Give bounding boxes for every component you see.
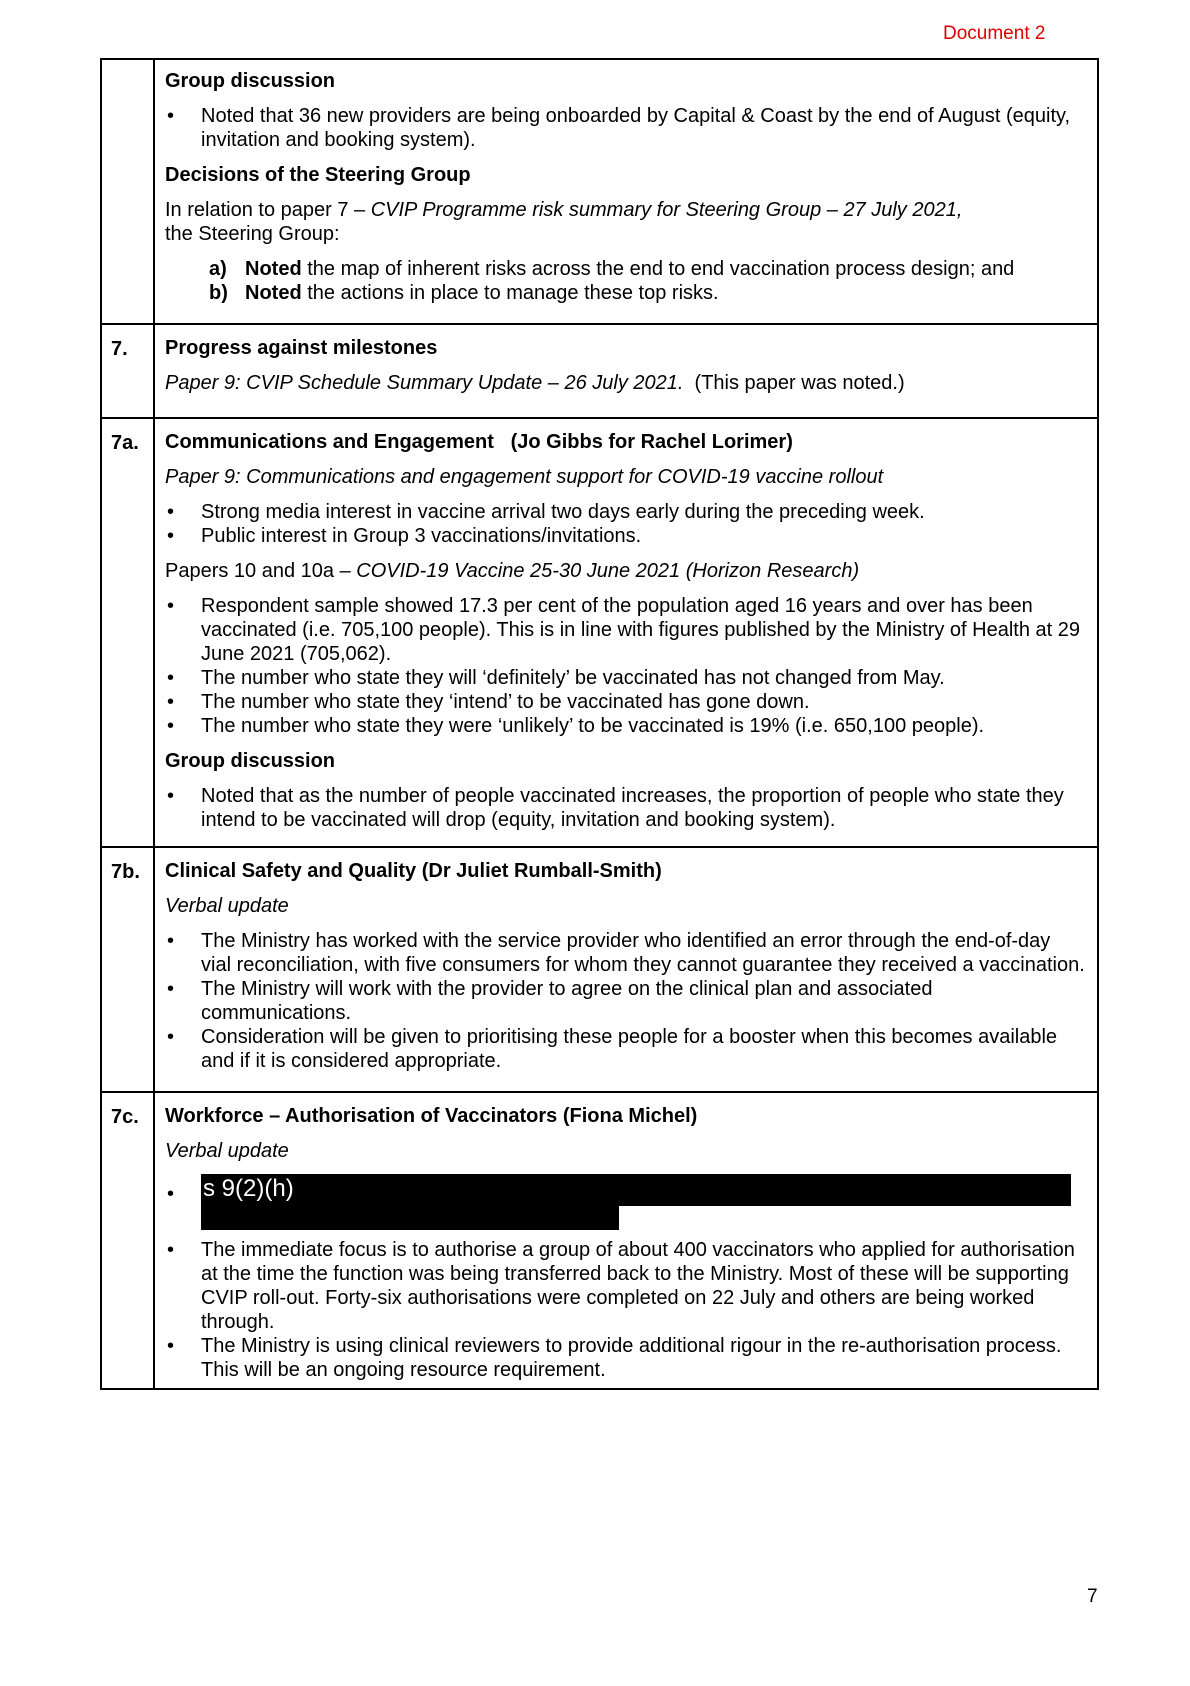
- subheading: Verbal update: [165, 895, 289, 917]
- paper-title: COVID-19 Vaccine 25-30 June 2021 (Horizon Research): [356, 560, 860, 582]
- redaction-code: s 9(2)(h): [203, 1175, 294, 1202]
- section-heading: Group discussion: [165, 70, 336, 92]
- paper-note: (This paper was noted.): [683, 372, 905, 394]
- list-marker: b): [209, 282, 228, 304]
- bullet-list: [165, 929, 1085, 1073]
- bullet-list: [165, 784, 1085, 832]
- section-heading: Communications and Engagement (Jo Gibbs for Rachel Lorimer): [165, 431, 793, 453]
- item-number-cell: 7a.: [101, 418, 154, 847]
- list-item: • Noted that as the number of people vaccinated increases, the proportion of people who state they intend to be vaccinated will drop (equity, invitation and booking system).: [165, 784, 1085, 832]
- item-content-cell: [154, 1092, 1098, 1389]
- item-content-cell: [154, 59, 1098, 324]
- section-heading: Progress against milestones: [165, 337, 438, 359]
- papers-prefix: Papers 10 and 10a –: [165, 560, 357, 582]
- subheading: Verbal update: [165, 1140, 289, 1162]
- decision-text: the actions in place to manage these top risks.: [301, 282, 719, 304]
- section-heading: Group discussion: [165, 750, 336, 772]
- list-item: • The number who state they were ‘unlikely’ to be vaccinated is 19% (i.e. 650,100 people).: [165, 714, 1085, 738]
- list-item: • The number who state they will ‘definitely’ be vaccinated has not changed from May.: [165, 666, 1085, 690]
- item-content-cell: [154, 847, 1098, 1092]
- list-item: • Public interest in Group 3 vaccinations/invitations.: [165, 524, 1085, 548]
- decision-text: the map of inherent risks across the end to end vaccination process design; and: [301, 258, 1015, 280]
- decision-list: [165, 257, 1085, 305]
- redaction-bar: [201, 1174, 1071, 1206]
- section-heading: Workforce – Authorisation of Vaccinators (Fiona Michel): [165, 1105, 698, 1127]
- decision-verb: Noted: [245, 258, 302, 280]
- document-label: Document 2: [943, 23, 1046, 44]
- redaction-bar: [201, 1204, 619, 1230]
- bullet-list: [165, 500, 1085, 548]
- minutes-table: [100, 58, 1099, 1390]
- bullet-dot: •: [167, 1183, 175, 1205]
- relation-suffix: the Steering Group:: [165, 223, 340, 245]
- decision-verb: Noted: [245, 282, 302, 304]
- list-item: • The immediate focus is to authorise a group of about 400 vaccinators who applied for authorisation at the time the function was being transferred back to the Ministry. Most of these will be supporting CVIP roll-out. Forty-six authorisations were completed on 22 July and others are being worked through.: [165, 1238, 1085, 1334]
- table-row: [101, 324, 1098, 418]
- table-row: [101, 847, 1098, 1092]
- table-row: [101, 1092, 1098, 1389]
- list-item: • The Ministry is using clinical reviewers to provide additional rigour in the re-authorisation process. This will be an ongoing resource requirement.: [165, 1334, 1085, 1382]
- paragraph: [165, 559, 1085, 583]
- paper-title: Paper 9: CVIP Schedule Summary Update – 26 July 2021.: [165, 372, 684, 394]
- list-item: • The number who state they ‘intend’ to be vaccinated has gone down.: [165, 690, 1085, 714]
- section-heading: Clinical Safety and Quality (Dr Juliet Rumball-Smith): [165, 860, 662, 882]
- relation-prefix: In relation to paper 7 –: [165, 199, 371, 221]
- table-row: [101, 59, 1098, 324]
- item-content-cell: [154, 324, 1098, 418]
- list-item: [165, 281, 1085, 305]
- item-content-cell: [154, 418, 1098, 847]
- paragraph: [165, 371, 1085, 395]
- list-item: • Noted that 36 new providers are being onboarded by Capital & Coast by the end of August (equity, invitation and booking system).: [165, 104, 1085, 152]
- list-item: • The Ministry has worked with the service provider who identified an error through the end-of-day vial reconciliation, with five consumers for whom they cannot guarantee they received a vaccination.: [165, 929, 1085, 977]
- list-marker: a): [209, 258, 227, 280]
- bullet-list: [165, 1238, 1085, 1382]
- list-item: • Strong media interest in vaccine arrival two days early during the preceding week.: [165, 500, 1085, 524]
- bullet-list: [165, 104, 1085, 152]
- item-number-cell: [101, 59, 154, 324]
- page-number: 7: [1087, 1586, 1098, 1607]
- item-number-cell: 7.: [101, 324, 154, 418]
- item-number-cell: 7c.: [101, 1092, 154, 1389]
- paper-title: Paper 9: Communications and engagement support for COVID-19 vaccine rollout: [165, 466, 884, 488]
- redaction-wrapper: [165, 1174, 1085, 1234]
- paragraph: [165, 198, 1085, 246]
- list-item: • The Ministry will work with the provider to agree on the clinical plan and associated communications.: [165, 977, 1085, 1025]
- section-heading: Decisions of the Steering Group: [165, 164, 471, 186]
- paper-title: CVIP Programme risk summary for Steering Group – 27 July 2021,: [370, 199, 963, 221]
- list-item: [165, 257, 1085, 281]
- item-number-cell: 7b.: [101, 847, 154, 1092]
- table-row: [101, 418, 1098, 847]
- bullet-list: [165, 594, 1085, 738]
- list-item: • Consideration will be given to prioritising these people for a booster when this becomes available and if it is considered appropriate.: [165, 1025, 1085, 1073]
- redaction-block: [167, 1174, 1085, 1234]
- list-item: • Respondent sample showed 17.3 per cent of the population aged 16 years and over has been vaccinated (i.e. 705,100 people). This is in line with figures published by the Ministry of Health at 29 June 2021 (705,062).: [165, 594, 1085, 666]
